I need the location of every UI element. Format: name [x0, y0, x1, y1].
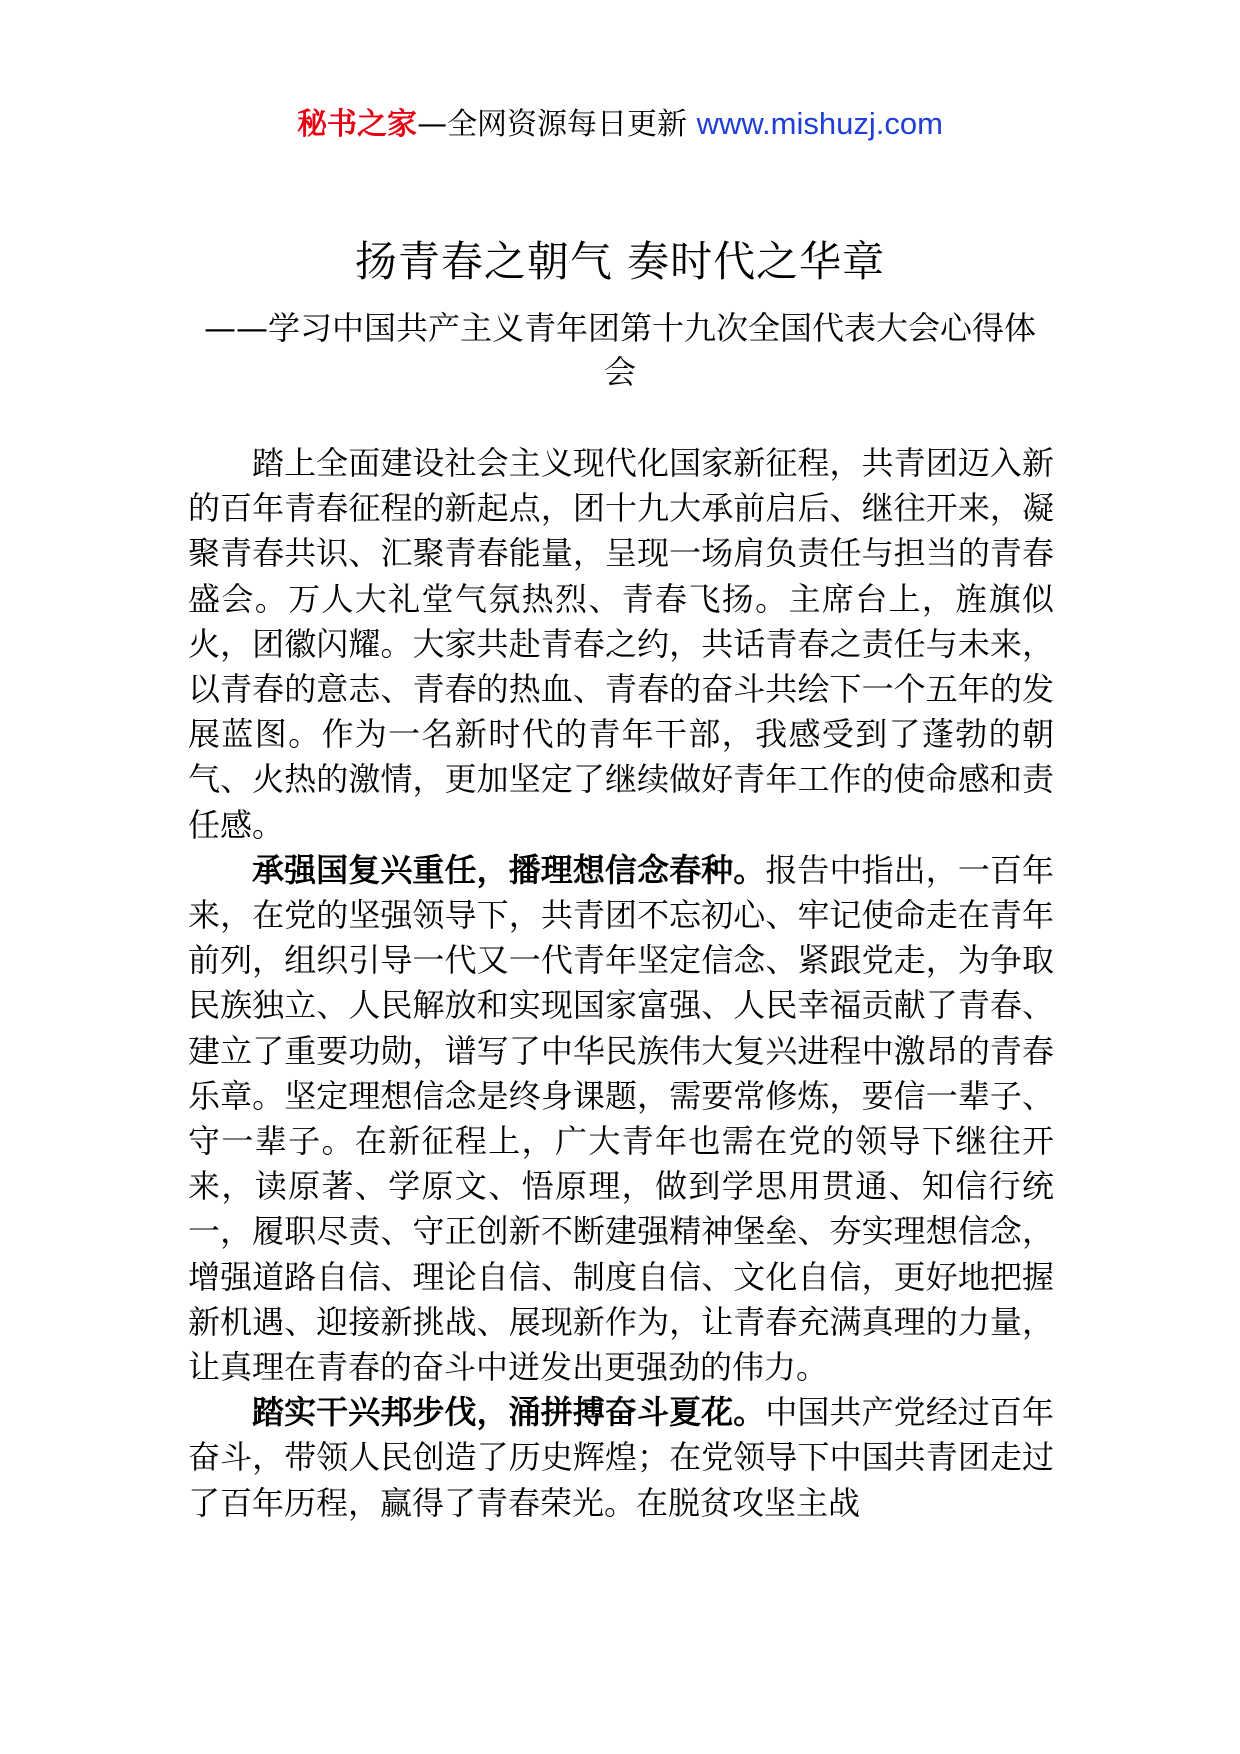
document-title: 扬青春之朝气 奏时代之华章: [354, 237, 886, 286]
header-brand: 秘书之家: [297, 107, 418, 142]
page-header: [0, 100, 1240, 149]
paragraph-lead: 踏实干兴邦步伐，涌拼搏奋斗夏花。: [252, 1393, 766, 1432]
header-tagline: —全网资源每日更新: [417, 107, 697, 142]
document-body: [188, 441, 1054, 1526]
paragraph: [188, 848, 1054, 1390]
paragraph-text: 中国共产党经过百年奋斗，带领人民创造了历史辉煌；在党领导下中国共青团走过了百年历程，赢得了青春荣光。在脱贫攻坚主战: [188, 1393, 1054, 1522]
paragraph: [188, 441, 1054, 848]
paragraph: [188, 1390, 1054, 1526]
document-subtitle: ——学习中国共产主义青年团第十九次全国代表大会心得体会: [203, 309, 1036, 391]
paragraph-lead: 承强国复兴重任，播理想信念春种。: [252, 850, 766, 889]
header-url-link[interactable]: www.mishuzj.com: [696, 106, 943, 141]
paragraph-text: 报告中指出，一百年来，在党的坚强领导下，共青团不忘初心、牢记使命走在青年前列，组织引导一代又一代青年坚定信念、紧跟党走，为争取民族独立、人民解放和实现国家富强、人民幸福贡献了青春、建立了重要功勋，谱写了中华民族伟大复兴进程中激昂的青春乐章。坚定理想信念是终身课题，需要常修炼，要信一辈子、守一辈子。在新征程上，广大青年也需在党的领导下继往开来，读原著、学原文、悟原理，做到学思用贯通、知信行统一，履职尽责、守正创新不断建强精神堡垒、夯实理想信念，增强道路自信、理论自信、制度自信、文化自信，更好地把握新机遇、迎接新挑战、展现新作为，让青春充满真理的力量，让真理在青春的奋斗中迸发出更强劲的伟力。: [188, 850, 1054, 1387]
paragraph-text: 踏上全面建设社会主义现代化国家新征程，共青团迈入新的百年青春征程的新起点，团十九大承前启后、继往开来，凝聚青春共识、汇聚青春能量，呈现一场肩负责任与担当的青春盛会。万人大礼堂气氛热烈、青春飞扬。主席台上，旌旗似火，团徽闪耀。大家共赴青春之约，共话青春之责任与未来，以青春的意志、青春的热血、青春的奋斗共绘下一个五年的发展蓝图。作为一名新时代的青年干部，我感受到了蓬勃的朝气、火热的激情，更加坚定了继续做好青年工作的使命感和责任感。: [188, 444, 1054, 844]
